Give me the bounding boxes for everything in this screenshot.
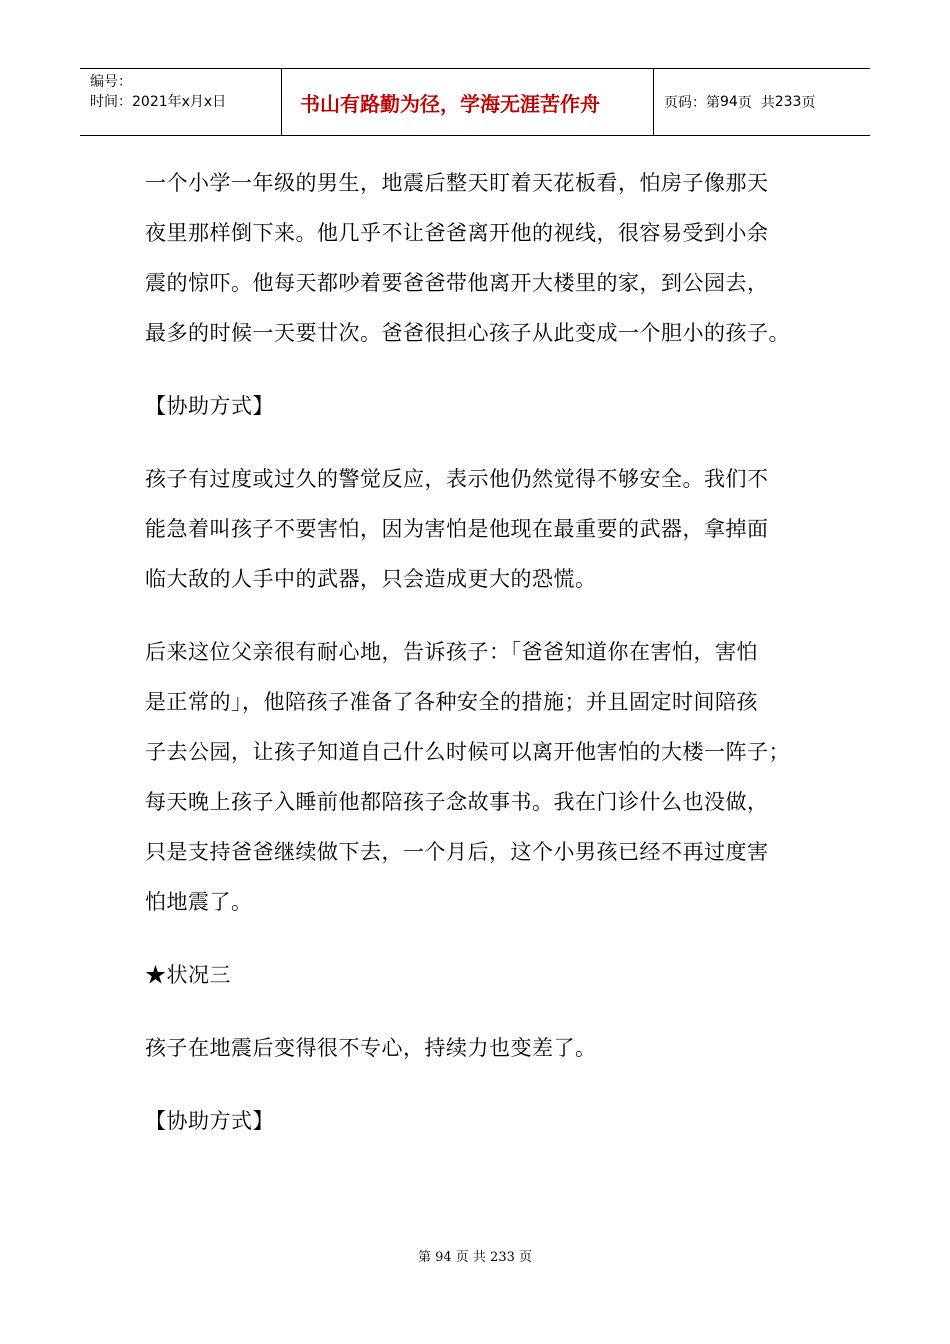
page-footer: 第 94 页 共 233 页: [417, 1250, 533, 1265]
text-line: 临大敌的人手中的武器，只会造成更大的恐慌。: [145, 567, 597, 591]
text-line: 每天晚上孩子入睡前他都陪孩子念故事书。我在门诊什么也没做，: [145, 790, 769, 814]
text-line: 只是支持爸爸继续做下去，一个月后，这个小男孩已经不再过度害: [145, 840, 769, 864]
text-line: 孩子在地震后变得很不专心，持续力也变差了。: [145, 1036, 597, 1060]
text-line: 子去公园，让孩子知道自己什么时候可以离开他害怕的大楼一阵子；: [145, 740, 790, 764]
text-line: 【协助方式】: [145, 394, 274, 418]
number-label: 编号：: [90, 74, 132, 90]
paragraph: [145, 454, 805, 604]
header-page-info: [654, 69, 870, 135]
paragraph: [145, 950, 805, 1000]
paragraph: [145, 1096, 805, 1146]
text-line: ★状况三: [145, 963, 231, 987]
page-header: [80, 68, 870, 136]
header-motto: [282, 69, 654, 135]
paragraph: [145, 158, 805, 358]
paragraph: [145, 627, 805, 927]
text-line: 震的惊吓。他每天都吵着要爸爸带他离开大楼里的家，到公园去，: [145, 271, 769, 295]
page-mid: 页 共: [737, 95, 775, 111]
text-line: 怕地震了。: [145, 890, 253, 914]
paragraph: [145, 381, 805, 431]
page-number: 94: [720, 94, 738, 110]
motto-text: 书山有路勤为径，学海无涯苦作舟: [300, 91, 600, 116]
page-total: 233: [774, 94, 802, 110]
text-line: 能急着叫孩子不要害怕，因为害怕是他现在最重要的武器，拿掉面: [145, 517, 769, 541]
text-line: 后来这位父亲很有耐心地，告诉孩子：「爸爸知道你在害怕，害怕: [145, 640, 758, 664]
text-line: 最多的时候一天要廿次。爸爸很担心孩子从此变成一个胆小的孩子。: [145, 321, 790, 345]
text-line: 夜里那样倒下来。他几乎不让爸爸离开他的视线，很容易受到小余: [145, 221, 769, 245]
header-meta: [80, 69, 282, 135]
text-line: 孩子有过度或过久的警觉反应，表示他仍然觉得不够安全。我们不: [145, 467, 769, 491]
page-prefix: 页码：第: [664, 95, 720, 111]
time-label: 时间：2021年x月x日: [90, 94, 227, 110]
page-suffix: 页: [801, 95, 816, 111]
text-line: 是正常的」，他陪孩子准备了各种安全的措施；并且固定时间陪孩: [145, 690, 758, 714]
paragraph: [145, 1023, 805, 1073]
text-line: 一个小学一年级的男生，地震后整天盯着天花板看，怕房子像那天: [145, 171, 769, 195]
text-line: 【协助方式】: [145, 1109, 274, 1133]
document-body: [145, 158, 805, 1169]
